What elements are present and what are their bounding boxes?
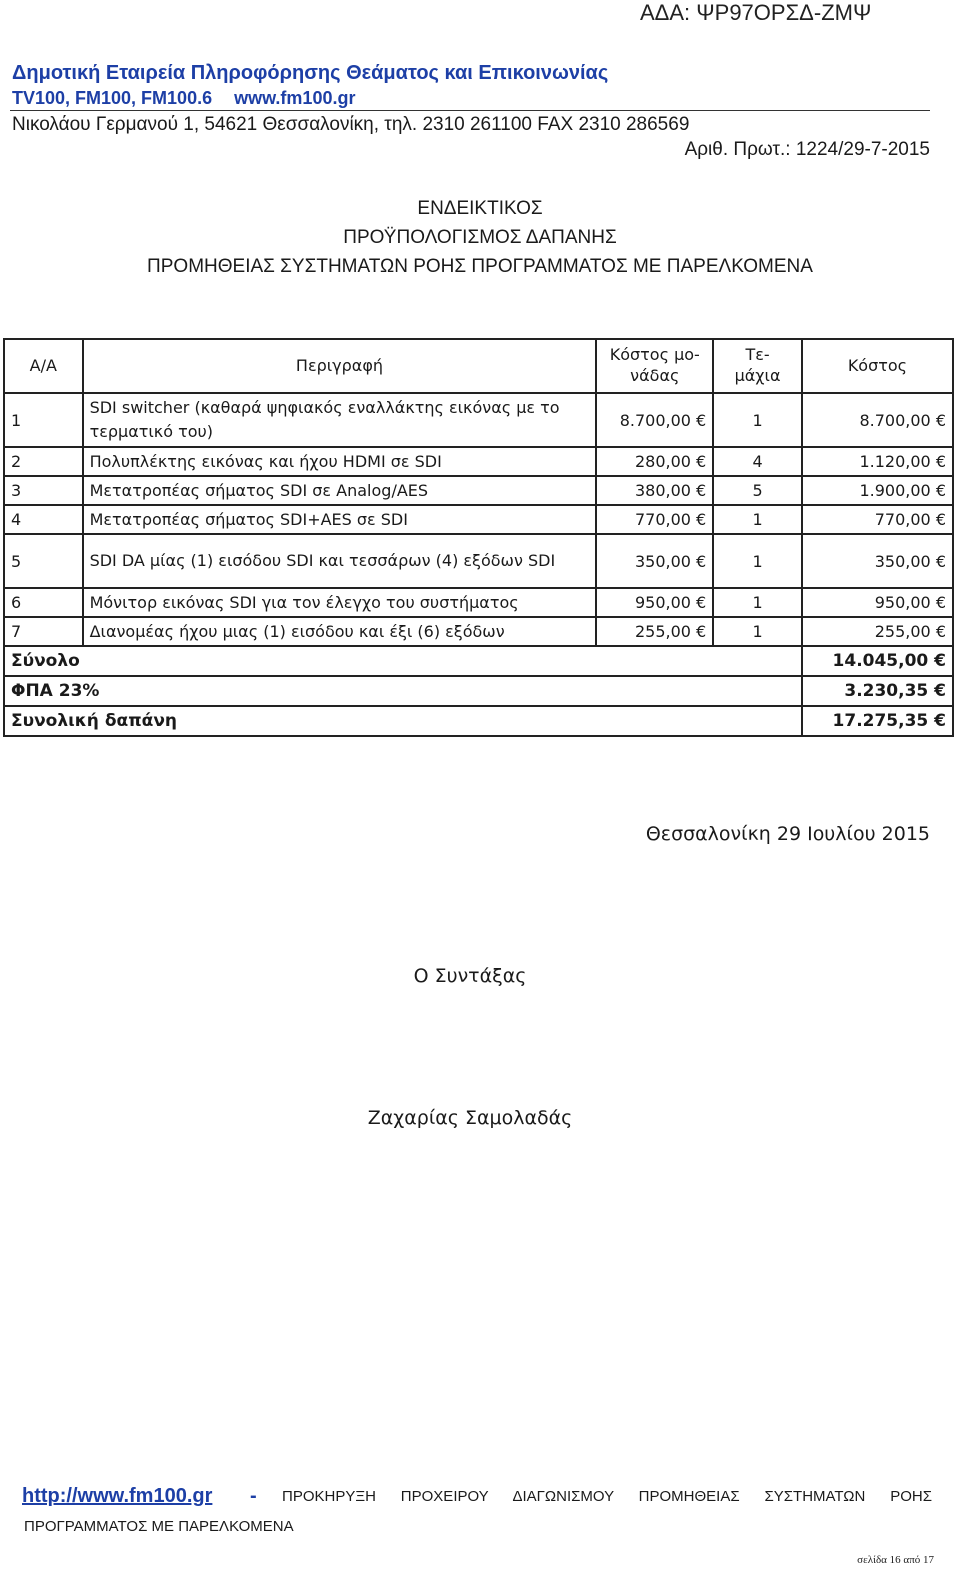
row-cost: 255,00 € [802,617,953,646]
address-line: Νικολάου Γερμανού 1, 54621 Θεσσαλονίκη, τηλ. 2310 261100 FAX 2310 286569 [12,114,690,135]
cost-table [3,338,954,737]
table-row [4,393,953,447]
row-quantity: 5 [713,476,802,505]
station-names: TV100, FM100, FM100.6 [12,88,213,108]
grand-total-label: Συνολική δαπάνη [4,706,802,736]
row-quantity: 1 [713,534,802,588]
grand-total-row [4,706,953,736]
row-description: Μετατροπέας σήματος SDI σε Analog/AES [83,476,597,505]
row-description: SDI switcher (καθαρά ψηφιακός εναλλάκτης εικόνας με το τερματικό του) [83,393,597,447]
row-num: 7 [4,617,83,646]
page-number: σελίδα 16 από 17 [857,1554,934,1566]
table-row [4,588,953,617]
row-num: 4 [4,505,83,534]
row-cost: 1.120,00 € [802,447,953,476]
table-row [4,447,953,476]
table-row [4,534,953,588]
row-unit-cost: 280,00 € [596,447,713,476]
row-unit-cost: 350,00 € [596,534,713,588]
table-row [4,617,953,646]
header-quantity: Τε- μάχια [713,339,802,393]
footer-dash: - [250,1485,257,1507]
row-unit-cost: 950,00 € [596,588,713,617]
row-cost: 8.700,00 € [802,393,953,447]
row-description: Πολυπλέκτης εικόνας και ήχου HDMI σε SDI [83,447,597,476]
row-num: 6 [4,588,83,617]
header-divider [10,110,930,111]
table-row [4,505,953,534]
header-cost: Κόστος [802,339,953,393]
ada-code: ΑΔΑ: ΨΡ97ΟΡΣΔ-ΖΜΨ [640,0,872,25]
header-unit-cost: Κόστος μο- νάδας [596,339,713,393]
row-description: SDI DA μίας (1) εισόδου SDI και τεσσάρων (4) εξόδων SDI [83,534,597,588]
total-label: Σύνολο [4,646,802,676]
document-title-line-3: ΠΡΟΜΗΘΕΙΑΣ ΣΥΣΤΗΜΑΤΩΝ ΡΟΗΣ ΠΡΟΓΡΑΜΜΑΤΟΣ ΜΕ ΠΑΡΕΛΚΟΜΕΝΑ [147,256,813,277]
row-unit-cost: 380,00 € [596,476,713,505]
grand-total-value: 17.275,35 € [802,706,953,736]
footer-title-line-1: ΠΡΟΚΗΡΥΞΗ ΠΡΟΧΕΙΡΟΥ ΔΙΑΓΩΝΙΣΜΟΥ ΠΡΟΜΗΘΕΙΑΣ ΣΥΣΤΗΜΑΤΩΝ ΡΟΗΣ [282,1488,932,1505]
row-num: 3 [4,476,83,505]
footer-website-link[interactable]: http://www.fm100.gr [22,1485,213,1507]
row-num: 1 [4,393,83,447]
document-title-line-1: ΕΝΔΕΙΚΤΙΚΟΣ [417,198,543,219]
row-description: Μετατροπέας σήματος SDI+AES σε SDI [83,505,597,534]
row-quantity: 4 [713,447,802,476]
row-cost: 350,00 € [802,534,953,588]
vat-value: 3.230,35 € [802,676,953,706]
row-num: 5 [4,534,83,588]
composer-name: Ζαχαρίας Σαμολαδάς [367,1107,573,1129]
document-title-line-2: ΠΡΟΫΠΟΛΟΓΙΣΜΟΣ ΔΑΠΑΝΗΣ [343,227,617,248]
vat-label: ΦΠΑ 23% [4,676,802,706]
table-row [4,476,953,505]
place-date: Θεσσαλονίκη 29 Ιουλίου 2015 [645,823,930,845]
header-num: Α/Α [4,339,83,393]
header-description: Περιγραφή [83,339,597,393]
composer-label: Ο Συντάξας [413,965,527,987]
row-num: 2 [4,447,83,476]
table-header-row [4,339,953,393]
organization-name: Δημοτική Εταιρεία Πληροφόρησης Θεάματος και Επικοινωνίας [12,62,609,84]
total-row [4,646,953,676]
footer-title-line-2: ΠΡΟΓΡΑΜΜΑΤΟΣ ΜΕ ΠΑΡΕΛΚΟΜΕΝΑ [24,1518,294,1535]
total-value: 14.045,00 € [802,646,953,676]
row-cost: 950,00 € [802,588,953,617]
row-unit-cost: 770,00 € [596,505,713,534]
station-line [12,88,355,109]
row-unit-cost: 255,00 € [596,617,713,646]
row-quantity: 1 [713,393,802,447]
row-cost: 1.900,00 € [802,476,953,505]
row-quantity: 1 [713,617,802,646]
vat-row [4,676,953,706]
row-cost: 770,00 € [802,505,953,534]
row-description: Διανομέας ήχου μιας (1) εισόδου και έξι (6) εξόδων [83,617,597,646]
row-quantity: 1 [713,505,802,534]
protocol-number: Αριθ. Πρωτ.: 1224/29-7-2015 [684,139,930,160]
row-unit-cost: 8.700,00 € [596,393,713,447]
row-quantity: 1 [713,588,802,617]
row-description: Μόνιτορ εικόνας SDI για τον έλεγχο του συστήματος [83,588,597,617]
website-link[interactable]: www.fm100.gr [234,88,356,108]
